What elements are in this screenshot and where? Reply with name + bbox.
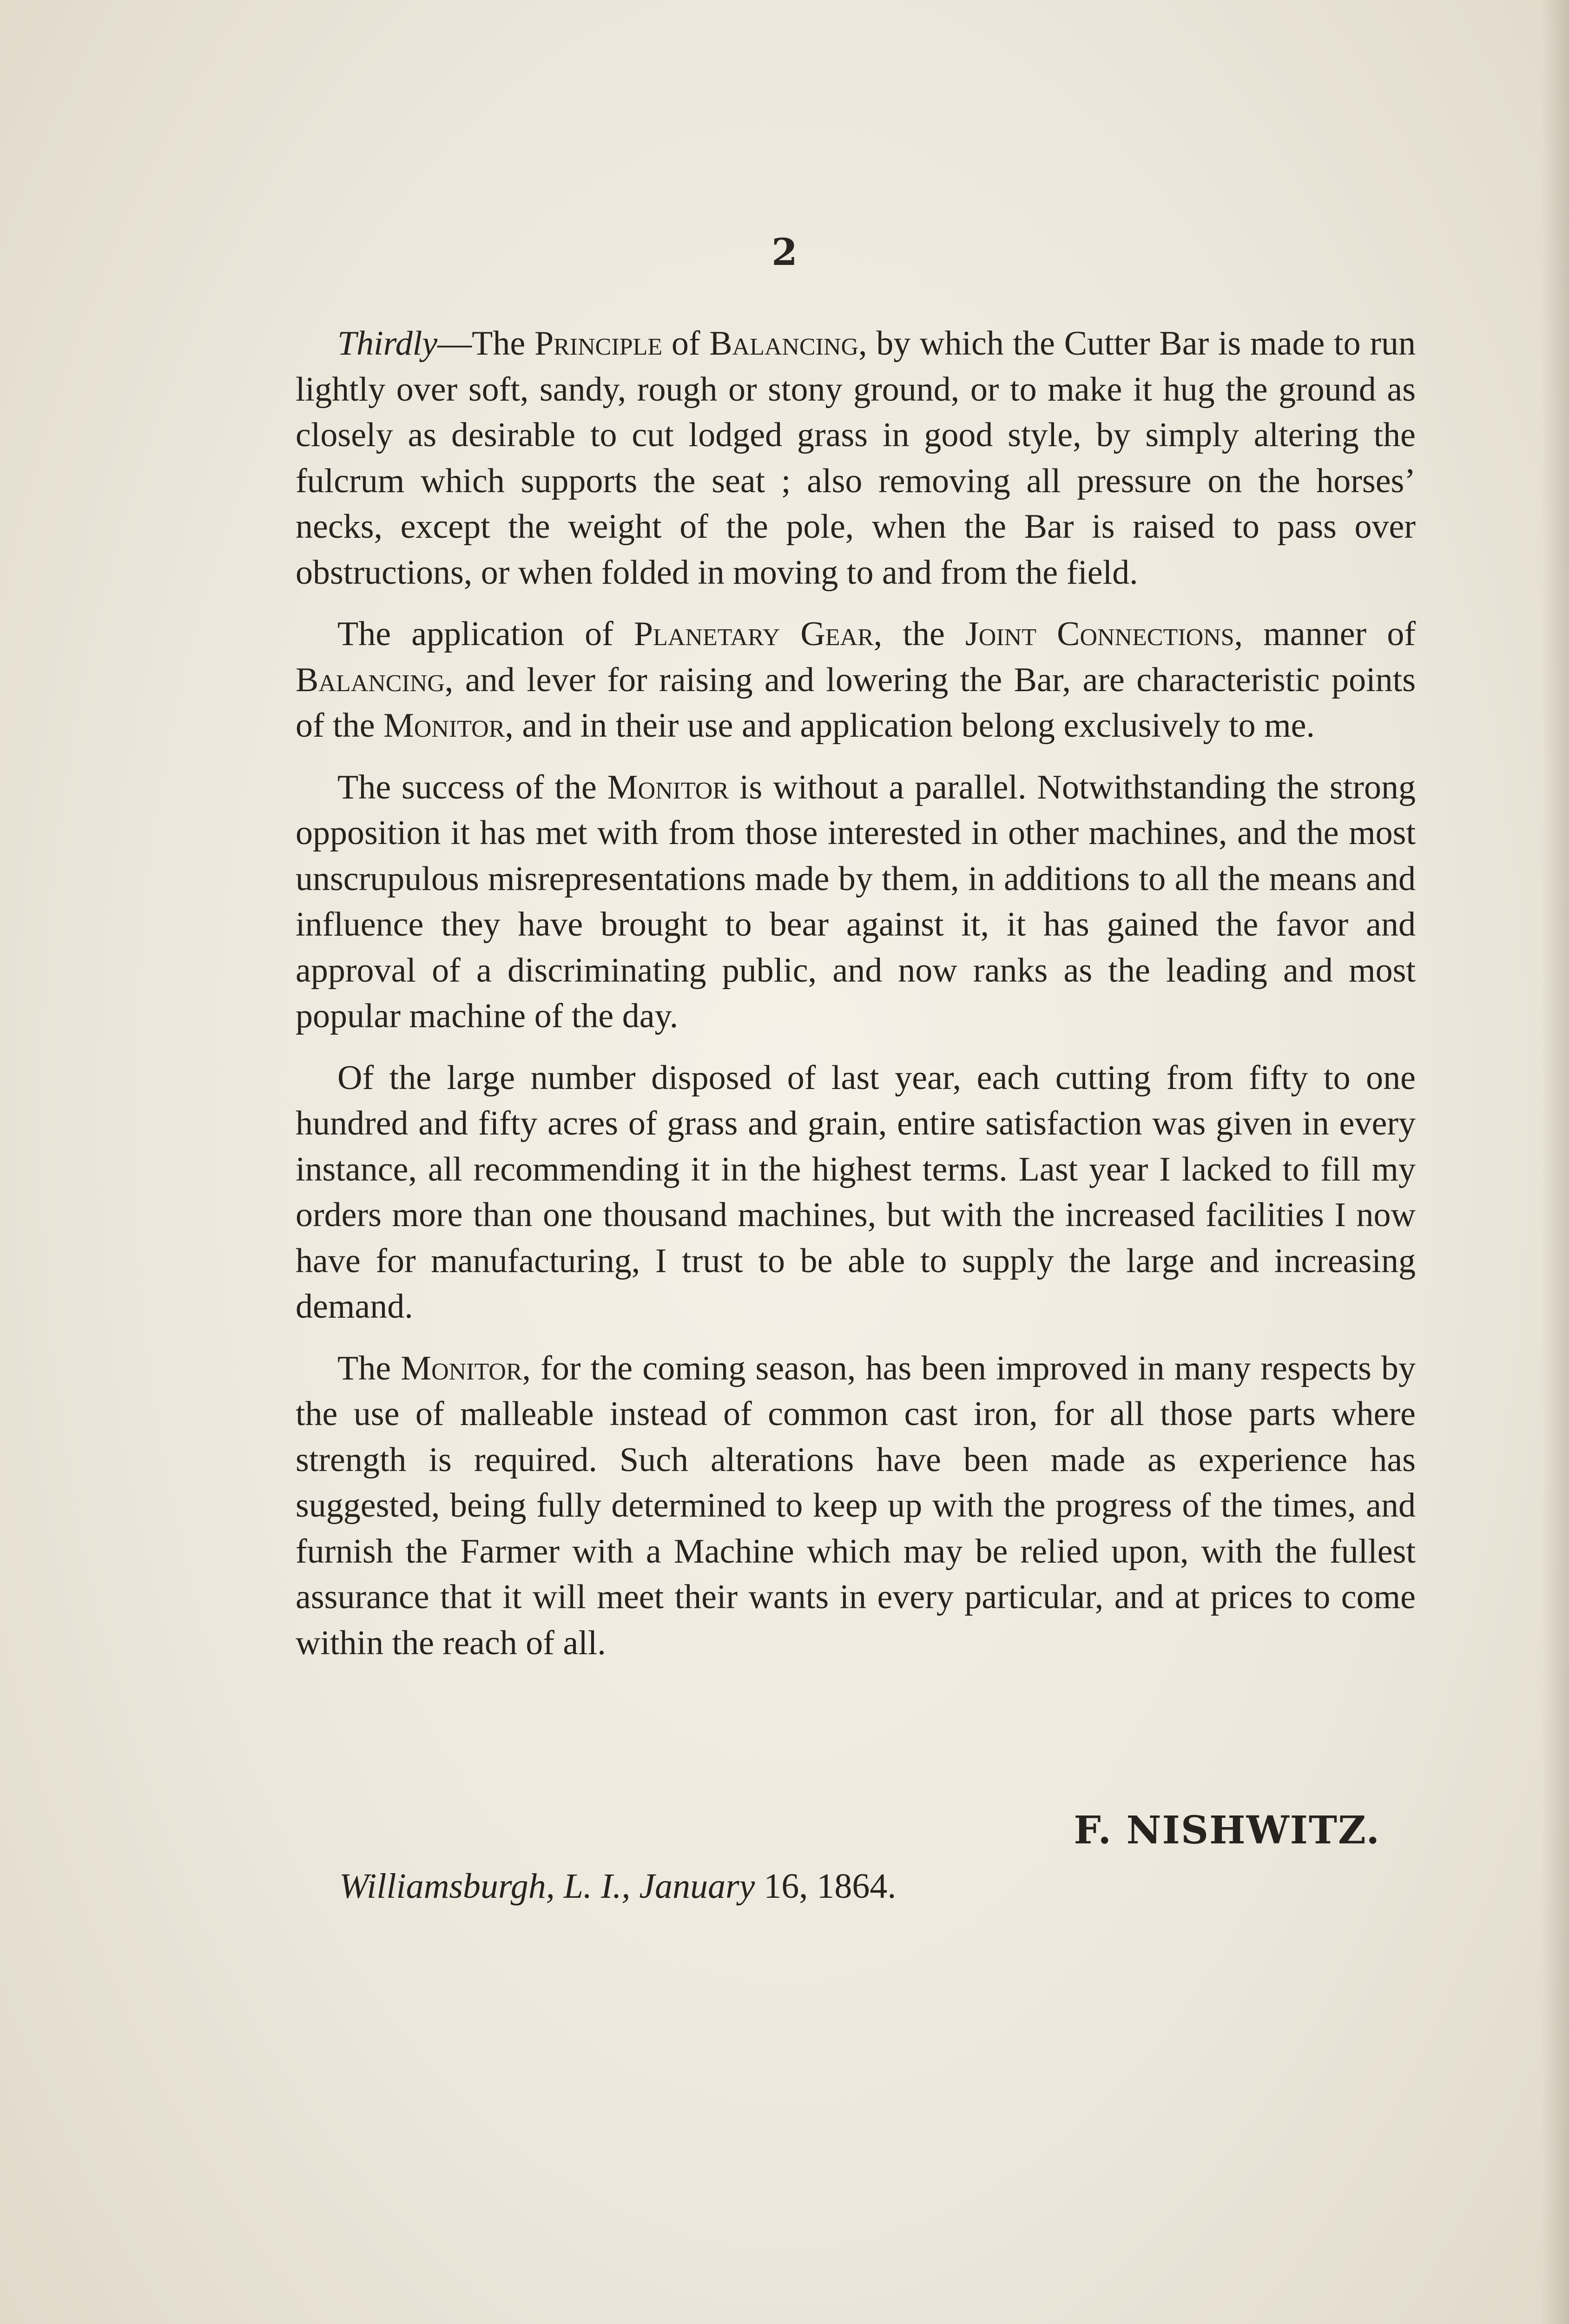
text-segment: , manner of (1234, 615, 1416, 653)
page-number: 2 (771, 230, 798, 274)
dateline (339, 1866, 896, 1907)
paragraph (296, 1055, 1416, 1330)
page-edge-shadow (1541, 0, 1569, 2324)
text-segment: Joint Connections (965, 615, 1234, 653)
paragraph (296, 611, 1416, 749)
text-segment: Thirdly (337, 324, 438, 363)
text-segment: Of the large number disposed of last year, each cutting from fifty to one hundred and fifty acres of grass and grain, entire satisfaction was given in every instance, all recommending it in the highest terms. Last year I lacked to fill my orders more than one thousand machines, but with the increased facilities I now have for manufacturing, I trust to be able to supply the large and increasing demand. (296, 1058, 1416, 1326)
text-segment: The (337, 1349, 401, 1387)
signature: F. NISHWITZ. (1074, 1808, 1380, 1853)
text-segment: , by which the Cutter Bar is made to run lightly over soft, sandy, rough or stony ground, or to make it hug the ground as closely as desirable to cut lodged grass in good style, by simply altering the fulcrum which supports the seat ; also removing all pressure on the horses’ necks, except the weight of the pole, when the Bar is raised to pass over obstructions, or when folded in moving to and from the field. (296, 324, 1416, 592)
text-segment: The application of (337, 615, 634, 653)
text-segment: , for the coming season, has been improved in many respects by the use of malleable instead of common cast iron, for all those parts where strength is required. Such alterations have been made as experience has suggested, being fully determined to keep up with the progress of the times, and furnish the Farmer with a Machine which may be relied upon, with the fullest assurance that it will meet their wants in every particular, and at prices to come within the reach of all. (296, 1349, 1416, 1662)
text-segment: Monitor (607, 768, 729, 806)
paragraph (296, 1346, 1416, 1666)
text-segment: Monitor (383, 706, 505, 745)
text-segment: The success of the (337, 768, 607, 806)
text-segment: Balancing (296, 660, 445, 699)
text-segment: of (662, 324, 710, 363)
text-segment: , and lever for raising and lowering the Bar, are characteristic points of the (296, 660, 1416, 745)
text-segment: , and in their use and application belong exclusively to me. (505, 706, 1315, 745)
text-segment: Planetary Gear (633, 615, 874, 653)
text-segment: Monitor (401, 1349, 522, 1387)
text-segment: is without a parallel. Notwithstanding the strong opposition it has met with from those interested in other machines, and the most unscrupulous misrepresentations made by them, in additions to all the means and influence they have brought to bear against it, it has gained the favor and approval of a discriminating public, and now ranks as the leading and most popular machine of the day. (296, 768, 1416, 1035)
dateline-date: 16, 1864. (755, 1867, 897, 1906)
dateline-place: Williamsburgh, L. I., January (339, 1867, 755, 1906)
text-segment: —The (437, 324, 534, 363)
paragraph (296, 321, 1416, 595)
text-segment: Principle (534, 324, 663, 363)
paragraph (296, 765, 1416, 1039)
text-segment: Balancing (709, 324, 859, 363)
body-text (296, 321, 1416, 1682)
text-segment: , the (873, 615, 965, 653)
